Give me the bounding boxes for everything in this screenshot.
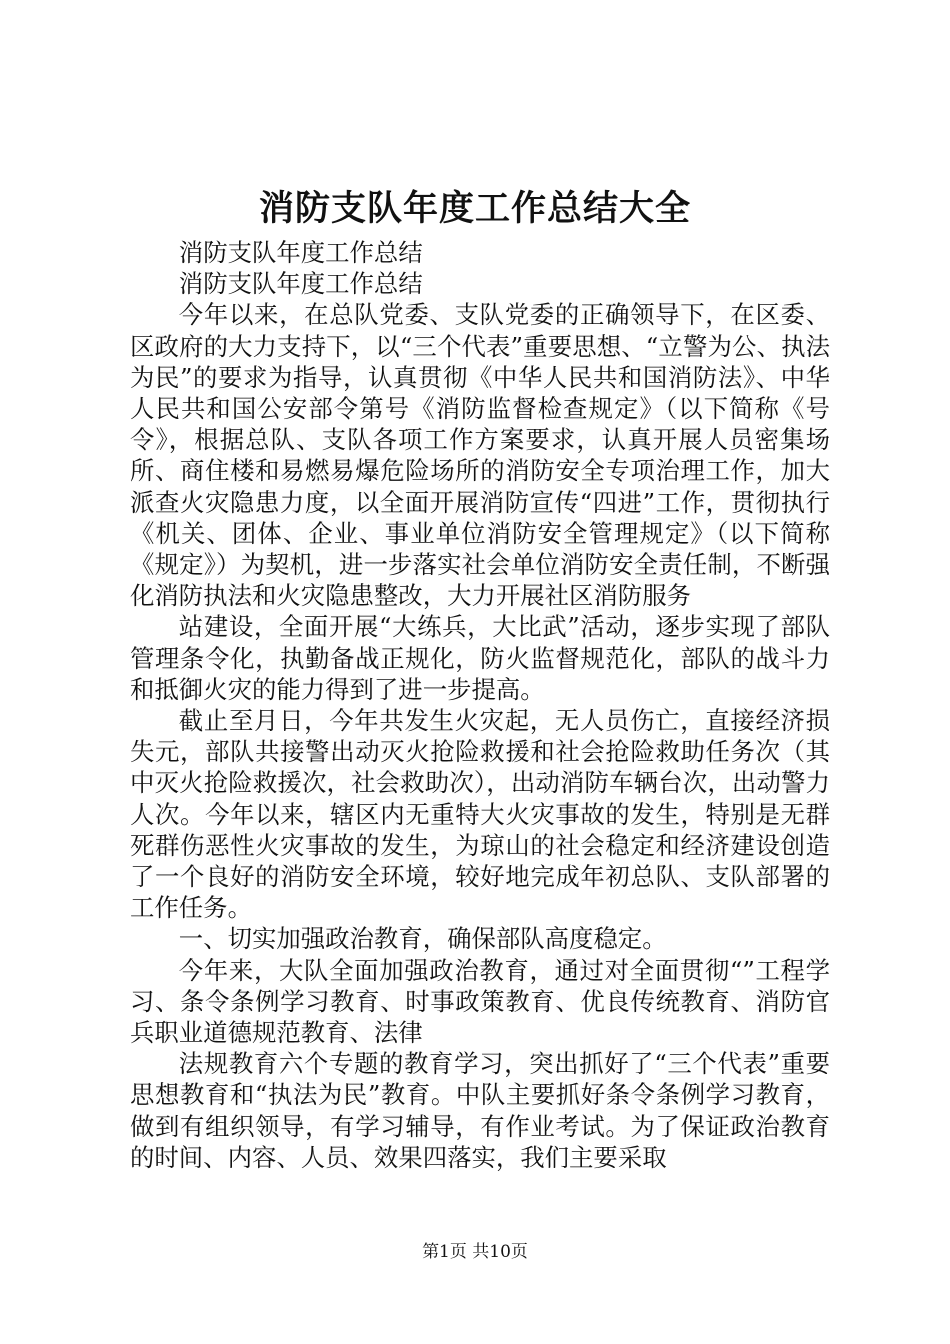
paragraph: 截止至月日，今年共发生火灾起，无人员伤亡，直接经济损失元，部队共接警出动灭火抢险救援和社会抢险救助任务次（其中灭火抢险救援次，社会救助次），出动消防车辆台次，出动警力人次。今年以来，辖区内无重特大火灾事故的发生，特别是无群死群伤恶性火灾事故的发生，为琼山的社会稳定和经济建设创造了一个良好的消防安全环境，较好地完成年初总队、支队部署的工作任务。: [130, 706, 830, 923]
paragraph: 一、切实加强政治教育，确保部队高度稳定。: [178, 924, 667, 954]
paragraph: 消防支队年度工作总结: [178, 269, 423, 299]
paragraph: 法规教育六个专题的教育学习，突出抓好了“三个代表”重要思想教育和“执法为民”教育。中队主要抓好条令条例学习教育，做到有组织领导，有学习辅导，有作业考试。为了保证政治教育的时间、内容、人员、效果四落实，我们主要采取: [130, 1049, 830, 1172]
paragraph: 今年来，大队全面加强政治教育，通过对全面贯彻“”工程学习、条令条例学习教育、时事政策教育、优良传统教育、消防官兵职业道德规范教育、法律: [130, 955, 830, 1048]
paragraph: 消防支队年度工作总结: [178, 238, 423, 267]
paragraph: 今年以来，在总队党委、支队党委的正确领导下，在区委、区政府的大力支持下，以“三个代表”重要思想、“立警为公、执法为民”的要求为指导，认真贯彻《中华人民共和国消防法》、中华人民共和国公安部令第号《消防监督检查规定》（以下简称《号令》，根据总队、支队各项工作方案要求，认真开展人员密集场所、商住楼和易燃易爆危险场所的消防安全专项治理工作，加大派查火灾隐患力度，以全面开展消防宣传“四进”工作，贯彻执行《机关、团体、企业、事业单位消防安全管理规定》（以下简称《规定》）为契机，进一步落实社会单位消防安全责任制，不断强化消防执法和火灾隐患整改，大力开展社区消防服务: [130, 300, 830, 611]
document-body: [130, 237, 830, 1173]
paragraph: 站建设，全面开展“大练兵，大比武”活动，逐步实现了部队管理条令化，执勤备战正规化，防火监督规范化，部队的战斗力和抵御火灾的能力得到了进一步提高。: [130, 612, 830, 704]
page-number-footer: 第1页 共10页: [422, 1242, 528, 1262]
document-title: 消防支队年度工作总结大全: [258, 188, 691, 229]
